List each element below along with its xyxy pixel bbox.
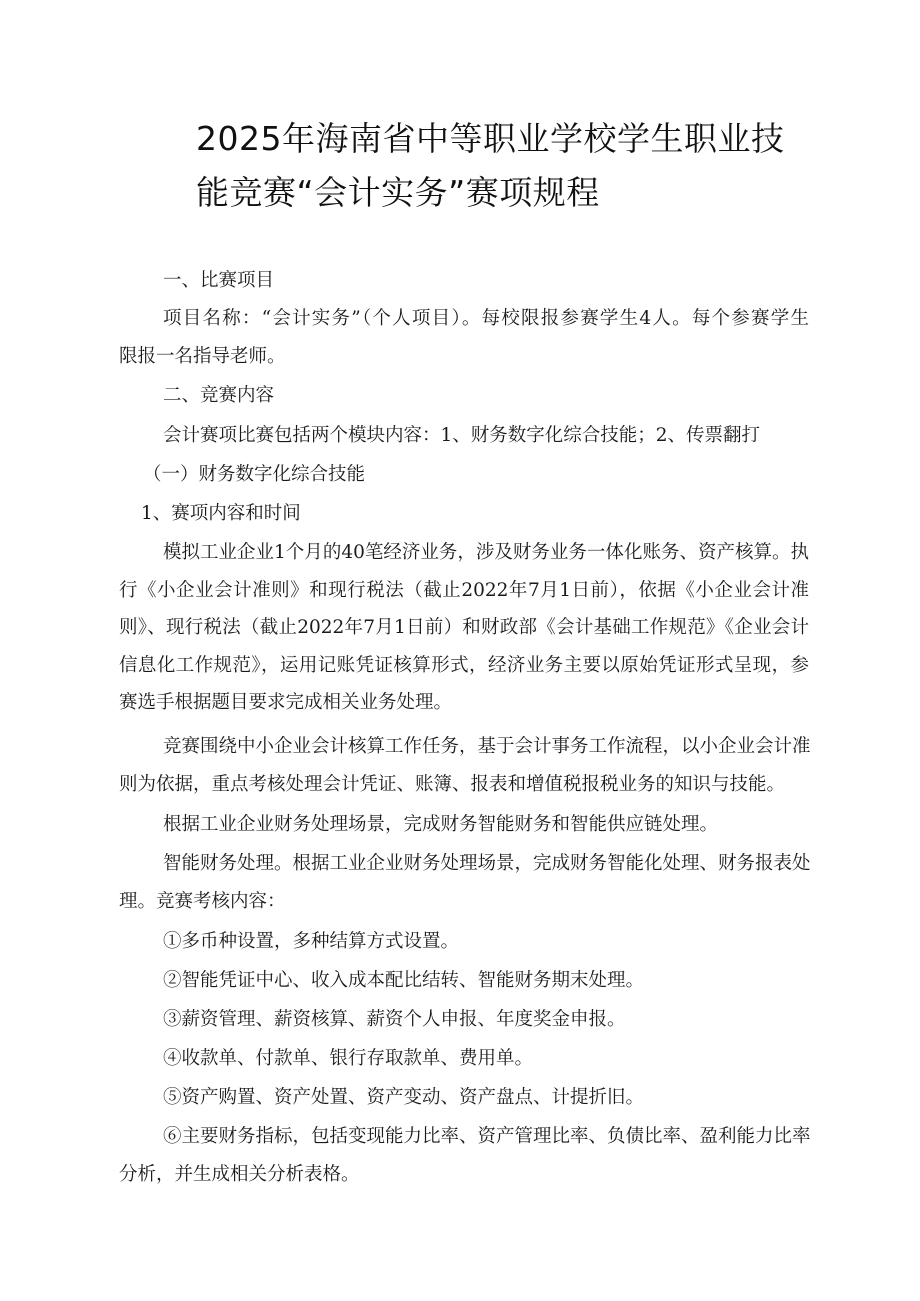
paragraph-line: 项目名称：“会计实务”（个人项目）。每校限报参赛学生4人。每个参赛学生	[163, 308, 809, 329]
paragraph-line: 限报一名指导老师。	[119, 345, 286, 367]
section-heading-2: 二、竞赛内容	[163, 385, 275, 406]
paragraph-line: 分析，并生成相关分析表格。	[119, 1163, 360, 1185]
paragraph-line: 智能财务处理。根据工业企业财务处理场景，完成财务智能化处理、财务报表处	[163, 853, 811, 874]
paragraph-line: 赛选手根据题目要求完成相关业务处理。	[119, 692, 453, 713]
paragraph-line: 模拟工业企业1个月的40笔经济业务，涉及财务业务一体化账务、资产核算。执	[163, 542, 809, 563]
document-title	[196, 112, 836, 220]
list-item-6	[119, 1118, 809, 1193]
paragraph-simulation	[119, 534, 809, 722]
paragraph-scenario: 根据工业企业财务处理场景，完成财务智能财务和智能供应链处理。	[163, 814, 719, 835]
paragraph-line: 行《小企业会计准则》和现行税法（截止2022年7月1日前），依据《小企业会计准	[119, 579, 809, 601]
paragraph-line: 信息化工作规范》，运用记账凭证核算形式，经济业务主要以原始凭证形式呈现，参	[119, 654, 809, 676]
paragraph-line: 竞赛围绕中小企业会计核算工作任务，基于会计事务工作流程，以小企业会计准	[163, 736, 811, 757]
list-item-5: ⑤资产购置、资产处置、资产变动、资产盘点、计提折旧。	[163, 1087, 645, 1108]
title-line-1: 2025年海南省中等职业学校学生职业技	[196, 119, 785, 158]
section-heading-1: 一、比赛项目	[163, 270, 275, 291]
subsection-heading-1: （一）财务数字化综合技能	[143, 464, 366, 485]
list-item-2: ②智能凭证中心、收入成本配比结转、智能财务期末处理。	[163, 970, 645, 991]
paragraph-line: ⑥主要财务指标，包括变现能力比率、资产管理比率、负债比率、盈利能力比率	[163, 1126, 811, 1147]
title-line-2: 能竞赛“会计实务”赛项规程	[196, 173, 600, 212]
list-item-4: ④收款单、付款单、银行存取款单、费用单。	[163, 1048, 534, 1069]
item-heading-1: 1、赛项内容和时间	[141, 503, 301, 524]
paragraph-line: 理。竞赛考核内容：	[119, 890, 286, 912]
paragraph-line: 则》、现行税法（截止2022年7月1日前）和财政部《会计基础工作规范》《企业会计	[119, 617, 809, 638]
paragraph-line: 则为依据，重点考核处理会计凭证、账簿、报表和增值税报税业务的知识与技能。	[119, 773, 786, 795]
paragraph-project-name	[119, 300, 809, 375]
list-item-1: ①多币种设置，多种结算方式设置。	[163, 931, 460, 952]
paragraph-smart-finance	[119, 845, 809, 920]
list-item-3: ③薪资管理、薪资核算、薪资个人申报、年度奖金申报。	[163, 1009, 626, 1030]
paragraph-modules: 会计赛项比赛包括两个模块内容：1、财务数字化综合技能；2、传票翻打	[163, 425, 761, 446]
paragraph-competition-focus	[119, 728, 809, 803]
